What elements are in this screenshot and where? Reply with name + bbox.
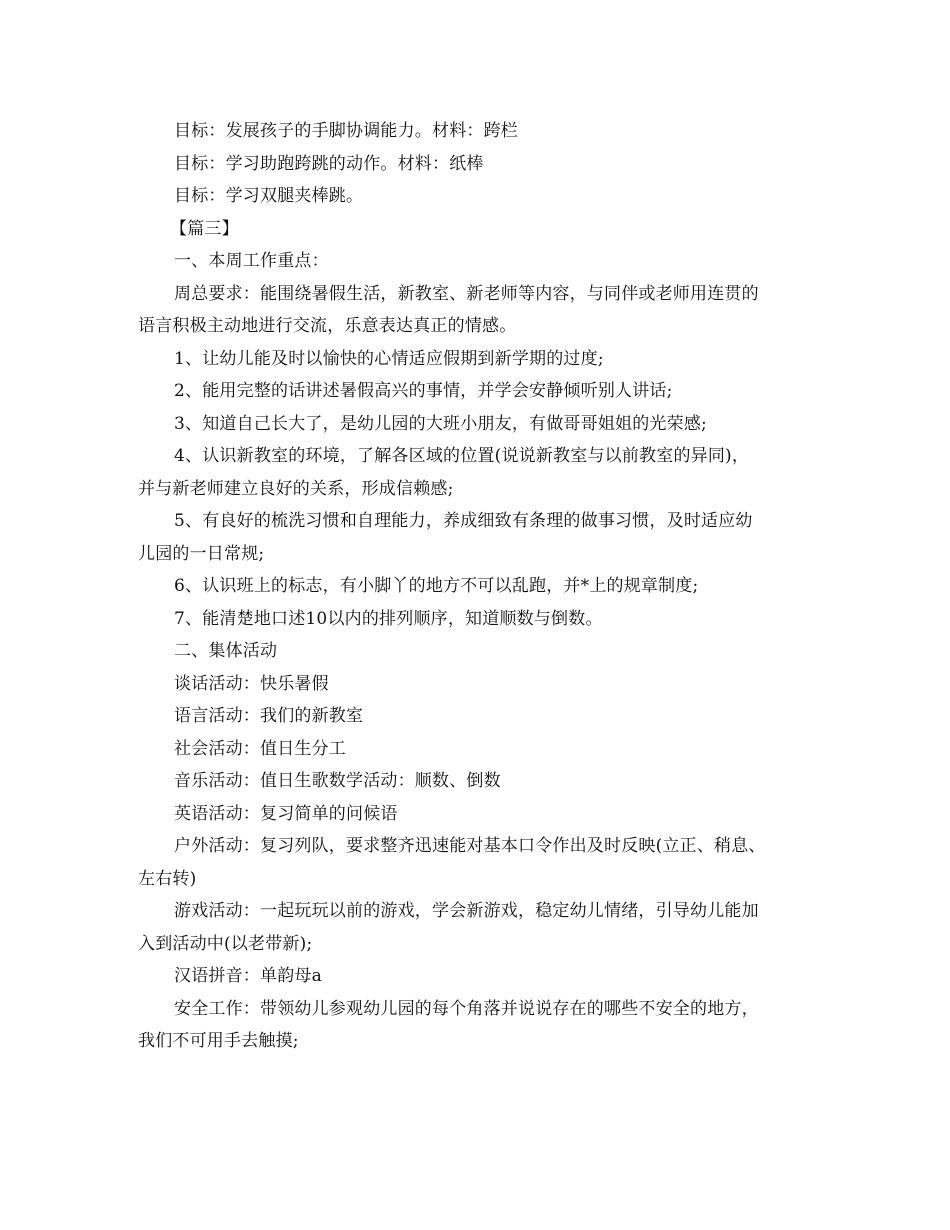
activity-item: 音乐活动：值日生歌数学活动：顺数、倒数 bbox=[174, 771, 501, 791]
section-subheading: 二、集体活动 bbox=[174, 641, 278, 661]
list-item: 6、认识班上的标志，有小脚丫的地方不可以乱跑，并*上的规章制度; bbox=[174, 576, 699, 596]
list-item: 3、知道自己长大了，是幼儿园的大班小朋友，有做哥哥姐姐的光荣感; bbox=[174, 413, 707, 434]
activity-item: 谈话活动：快乐暑假 bbox=[174, 673, 329, 694]
text-line: 目标：学习双腿夹棒跳。 bbox=[174, 186, 364, 206]
text-line: 入到活动中(以老带新); bbox=[138, 933, 313, 954]
activity-item: 英语活动：复习简单的问候语 bbox=[174, 803, 398, 824]
text-line: 并与新老师建立良好的关系，形成信赖感; bbox=[138, 478, 454, 499]
activity-item: 户外活动：复习列队，要求整齐迅速能对基本口令作出及时反映(立正、稍息、 bbox=[174, 836, 766, 856]
section-heading: 【篇三】 bbox=[170, 218, 239, 239]
text-line: 周总要求：能围绕暑假生活，新教室、新老师等内容，与同伴或老师用连贯的 bbox=[174, 283, 759, 304]
activity-item: 社会活动：值日生分工 bbox=[174, 738, 346, 759]
document-body bbox=[138, 115, 828, 1058]
activity-item: 语言活动：我们的新教室 bbox=[174, 706, 364, 726]
text-line: 我们不可用手去触摸; bbox=[138, 1031, 299, 1051]
list-item: 7、能清楚地口述10以内的排列顺序，知道顺数与倒数。 bbox=[174, 608, 603, 629]
text-line: 左右转) bbox=[138, 868, 197, 889]
text-line: 儿园的一日常规; bbox=[138, 543, 265, 564]
list-item: 5、有良好的梳洗习惯和自理能力，养成细致有条理的做事习惯，及时适应幼 bbox=[174, 511, 753, 531]
text-line: 目标：发展孩子的手脚协调能力。材料：跨栏 bbox=[174, 121, 518, 141]
activity-item: 游戏活动：一起玩玩以前的游戏，学会新游戏，稳定幼儿情绪，引导幼儿能加 bbox=[174, 901, 759, 921]
activity-item: 汉语拼音：单韵母a bbox=[174, 966, 322, 986]
section-subheading: 一、本周工作重点： bbox=[174, 251, 329, 271]
text-line: 目标：学习助跑跨跳的动作。材料：纸棒 bbox=[174, 153, 484, 174]
list-item: 1、让幼儿能及时以愉快的心情适应假期到新学期的过度; bbox=[174, 348, 604, 369]
activity-item: 安全工作：带领幼儿参观幼儿园的每个角落并说说存在的哪些不安全的地方， bbox=[174, 998, 759, 1019]
list-item: 4、认识新教室的环境，了解各区域的位置(说说新教室与以前教室的异同)， bbox=[174, 446, 750, 466]
list-item: 2、能用完整的话讲述暑假高兴的事情，并学会安静倾听别人讲话; bbox=[174, 381, 673, 401]
text-line: 语言积极主动地进行交流，乐意表达真正的情感。 bbox=[138, 316, 517, 336]
